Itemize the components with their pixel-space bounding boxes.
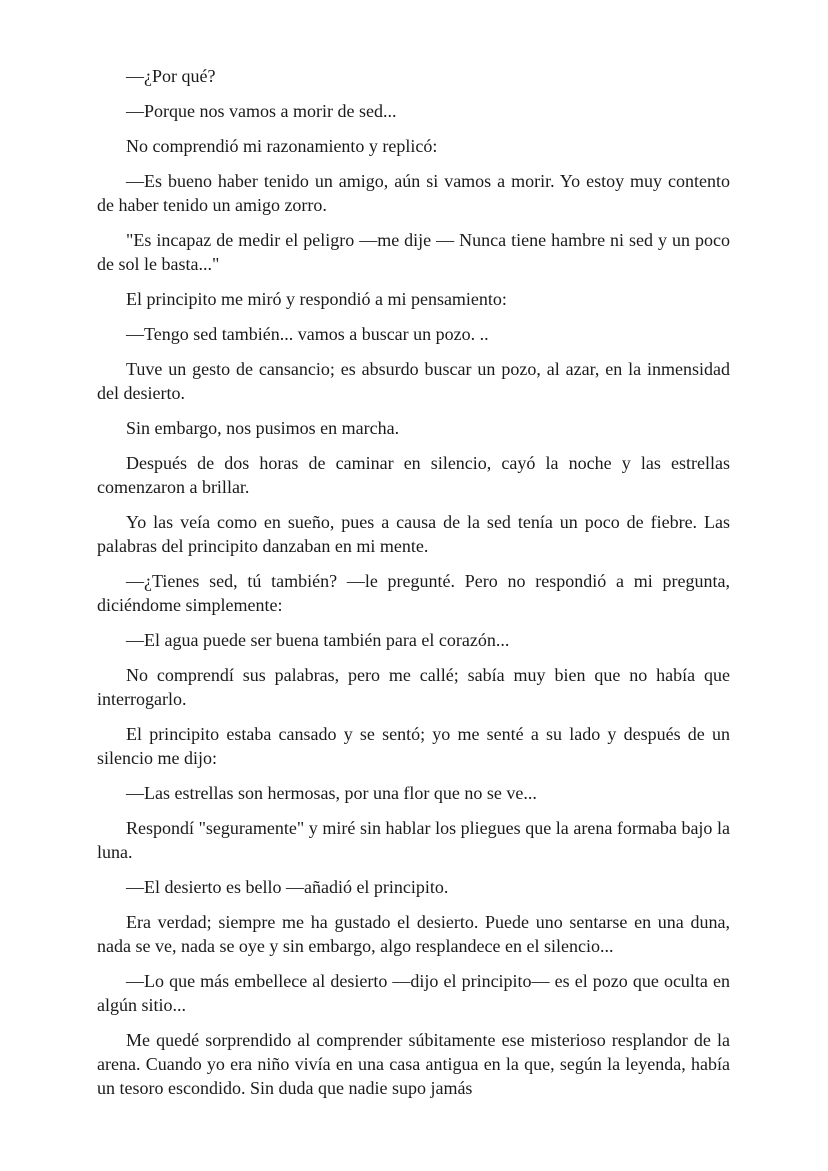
paragraph: Sin embargo, nos pusimos en marcha. <box>126 418 400 438</box>
paragraph: —El agua puede ser buena también para el corazón... <box>126 630 510 650</box>
paragraph: Me quedé sorprendido al comprender súbitamente ese misterioso resplandor de la arena. Cuando yo era niño vivía en una casa antigua en la que, según la leyenda, había un tesoro escondido. Sin duda que nadie supo jamás <box>97 1030 730 1098</box>
paragraph: —Porque nos vamos a morir de sed... <box>126 101 397 121</box>
paragraph: —Tengo sed también... vamos a buscar un pozo. .. <box>126 324 489 344</box>
paragraph: "Es incapaz de medir el peligro —me dije — Nunca tiene hambre ni sed y un poco de sol le basta..." <box>97 230 730 274</box>
paragraph: El principito me miró y respondió a mi pensamiento: <box>126 289 507 309</box>
paragraph: Era verdad; siempre me ha gustado el desierto. Puede uno sentarse en una duna, nada se ve, nada se oye y sin embargo, algo resplandece en el silencio... <box>97 912 730 956</box>
paragraph: —Es bueno haber tenido un amigo, aún si vamos a morir. Yo estoy muy contento de haber tenido un amigo zorro. <box>97 171 730 215</box>
paragraph: —¿Tienes sed, tú también? —le pregunté. Pero no respondió a mi pregunta, diciéndome simplemente: <box>97 571 730 615</box>
paragraph: —El desierto es bello —añadió el principito. <box>126 877 449 897</box>
paragraph: Después de dos horas de caminar en silencio, cayó la noche y las estrellas comenzaron a brillar. <box>97 453 730 497</box>
paragraph: No comprendí sus palabras, pero me callé; sabía muy bien que no había que interrogarlo. <box>97 665 730 709</box>
paragraph: El principito estaba cansado y se sentó; yo me senté a su lado y después de un silencio me dijo: <box>97 724 730 768</box>
paragraph: Tuve un gesto de cansancio; es absurdo buscar un pozo, al azar, en la inmensidad del desierto. <box>97 359 730 403</box>
paragraph: No comprendió mi razonamiento y replicó: <box>126 136 438 156</box>
paragraph: Respondí "seguramente" y miré sin hablar los pliegues que la arena formaba bajo la luna. <box>97 818 730 862</box>
paragraph: Yo las veía como en sueño, pues a causa de la sed tenía un poco de fiebre. Las palabras del principito danzaban en mi mente. <box>97 512 730 556</box>
paragraph: —¿Por qué? <box>126 66 216 86</box>
paragraph: —Lo que más embellece al desierto —dijo el principito— es el pozo que oculta en algún sitio... <box>97 971 730 1015</box>
document-page <box>97 64 730 1111</box>
paragraph: —Las estrellas son hermosas, por una flor que no se ve... <box>126 783 537 803</box>
